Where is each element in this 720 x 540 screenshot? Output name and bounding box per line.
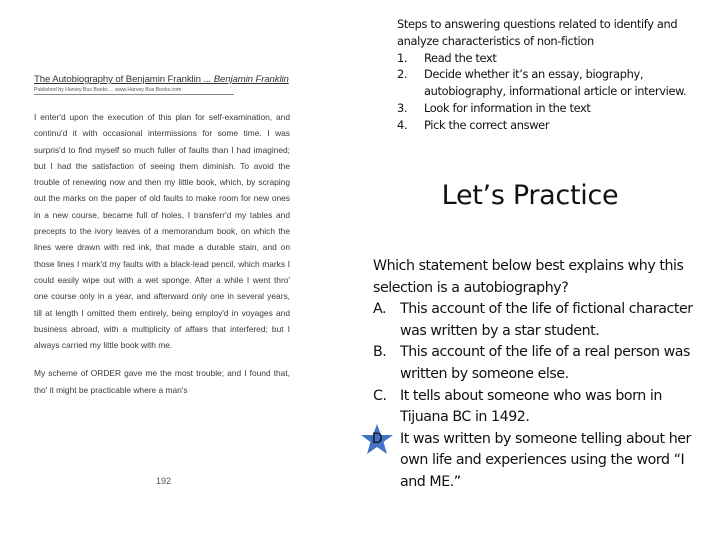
book-page-image [34, 74, 290, 494]
step-text: Decide whether it’s an essay, biography, autobiography, informational article or interview. [424, 67, 687, 99]
steps-intro: Steps to answering questions related to identify and analyze characteristics of non-fiction [397, 17, 678, 48]
answer-option-c [373, 386, 713, 429]
option-letter: A. [373, 301, 387, 318]
option-text: This account of the life of fictional character was written by a star student. [400, 301, 693, 339]
answer-option-d [373, 429, 713, 494]
book-paragraph-1: I enter'd upon the execution of this plan for self-examination, and continu'd it with occasional intermissions for some time. I was surpris'd to find myself so much fuller of faults than I had imagined; but I had the satisfaction of seeing them diminish. To avoid the trouble of renewing now and then my little book, which, by scraping out the marks on the paper of old faults to make room for new ones in a new course, became full of holes, I transferr'd my tables and precepts to the ivory leaves of a memorandum book, on which the lines were drawn with red ink, that made a durable stain, and on those lines I mark'd my faults with a black-lead pencil, which marks I could easily wipe out with a wet sponge. After a while I went thro' one course only in a year, and afterward only one in several years, till at length I omitted them entirely, being employ'd in voyages and business abroad, with a multiplicity of affairs that interfered; but I always carried my little book with me. [34, 112, 290, 351]
step-text: Pick the correct answer [424, 117, 550, 132]
step-item [397, 117, 697, 134]
book-publisher: Published by Harvey Bus Books ... www.Harvey Bus Books.com [34, 86, 234, 95]
option-text: It tells about someone who was born in Tijuana BC in 1492. [400, 387, 662, 426]
step-text: Look for information in the text [424, 100, 591, 115]
option-text: It was written by someone telling about her own life and experiences using the word “I and ME.” [400, 430, 691, 490]
star-icon [360, 423, 394, 455]
step-number: 3. [397, 100, 408, 115]
step-number: 2. [397, 67, 408, 82]
practice-heading: Let’s Practice [441, 180, 619, 211]
book-title-left: The Autobiography of Benjamin Franklin ... [34, 74, 212, 85]
step-number: 4. [397, 117, 408, 132]
book-title [34, 74, 290, 86]
answer-option-b [373, 342, 713, 385]
question-stem: Which statement below best explains why this selection is a autobiography? [373, 258, 684, 296]
option-text: This account of the life of a real person was written by someone else. [400, 344, 690, 382]
page-number: 192 [156, 476, 172, 486]
book-paragraph-2: My scheme of ORDER gave me the most trouble; and I found that, tho' it might be practicable where a man's [34, 368, 290, 395]
step-item [397, 100, 697, 117]
option-letter: B. [373, 344, 387, 361]
step-item [397, 66, 697, 100]
answer-options [373, 299, 713, 493]
step-text: Read the text [424, 50, 497, 65]
book-title-right: Benjamin Franklin [213, 74, 289, 85]
answer-option-a [373, 299, 713, 342]
question-block [373, 256, 713, 494]
steps-list [397, 50, 697, 134]
steps-block [397, 16, 697, 134]
answer-mark: D [371, 430, 383, 447]
option-letter: C. [373, 387, 387, 404]
step-number: 1. [397, 50, 408, 65]
step-item [397, 50, 697, 67]
